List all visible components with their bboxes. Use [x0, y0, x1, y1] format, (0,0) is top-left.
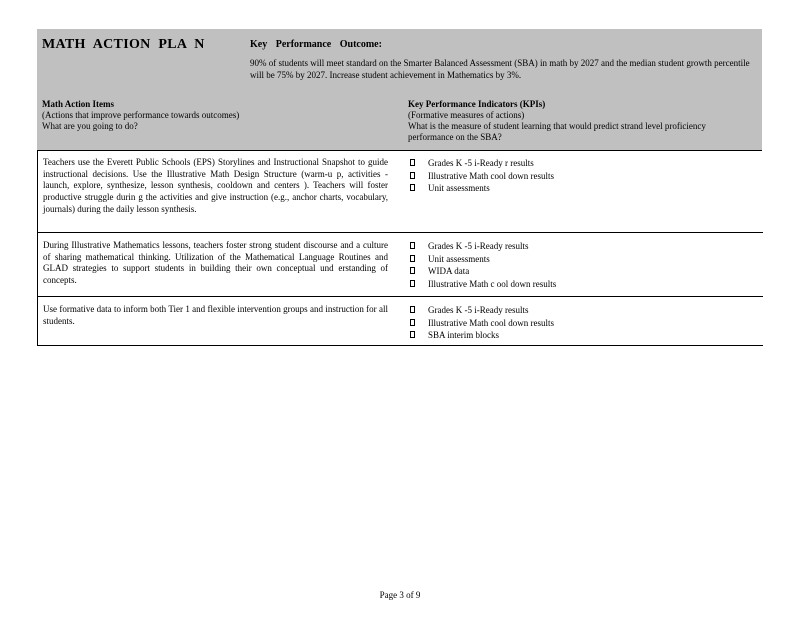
- checkbox-bullet-icon: [410, 184, 415, 191]
- kpi-list-item: [409, 329, 754, 342]
- checkbox-bullet-icon: [410, 306, 415, 313]
- action-item-text: During Illustrative Mathematics lessons, teachers foster strong student discourse and a culture of sharing mathematical thinking. Utilization of the Mathematical Language Routines and GLAD strategies to support students in building their own conceptual und erstanding of concepts.: [43, 240, 388, 286]
- action-items-column-header: [42, 99, 387, 132]
- kpi-question: What is the measure of student learning that would predict strand level proficiency performance on the SBA?: [408, 121, 706, 142]
- checkbox-bullet-icon: [410, 280, 415, 287]
- kpi-text: Illustrative Math c ool down results: [428, 278, 557, 289]
- action-row: [37, 150, 763, 233]
- key-performance-outcome-label: Key Performance Outcome:: [250, 39, 382, 50]
- kpi-list-item: [409, 240, 754, 253]
- kpi-list-item: [409, 265, 754, 278]
- kpi-text: Grades K -5 i-Ready results: [428, 305, 529, 315]
- kpi-text: Unit assessments: [428, 183, 490, 193]
- checkbox-bullet-icon: [410, 331, 415, 338]
- kpi-text: Unit assessments: [428, 253, 490, 264]
- plan-title: MATH ACTION PLA N: [42, 37, 205, 52]
- kpi-text: WIDA data: [428, 266, 470, 276]
- kpi-text: Grades K -5 i-Ready results: [428, 241, 529, 251]
- action-items-subheading: (Actions that improve performance towards outcomes): [42, 110, 240, 120]
- action-row: [37, 297, 763, 346]
- kpi-list-item: [409, 304, 754, 317]
- action-items-question: What are you going to do?: [42, 121, 138, 131]
- kpi-heading: Key Performance Indicators (KPIs): [408, 99, 546, 109]
- outcome-statement: 90% of students will meet standard on the Smarter Balanced Assessment (SBA) in math by 2027 and the median student growth percentile will be 75% by 2027. Increase student achievement in Mathematics by 3%.: [250, 58, 750, 80]
- kpi-list: [409, 157, 754, 195]
- kpi-column-header: [408, 99, 753, 143]
- kpi-list-item: [409, 170, 754, 183]
- kpi-list-item: [409, 157, 754, 170]
- plan-header: [37, 29, 762, 151]
- kpi-list: [409, 240, 754, 290]
- checkbox-bullet-icon: [410, 242, 415, 249]
- kpi-text: Grades K -5 i-Ready r results: [428, 158, 534, 168]
- kpi-subheading: (Formative measures of actions): [408, 110, 525, 120]
- kpi-list: [409, 304, 754, 342]
- action-items-heading: Math Action Items: [42, 99, 114, 109]
- checkbox-bullet-icon: [410, 159, 415, 166]
- checkbox-bullet-icon: [410, 172, 415, 179]
- checkbox-bullet-icon: [410, 319, 415, 326]
- page-number: Page 3 of 9: [379, 590, 421, 600]
- action-row: [37, 233, 763, 297]
- kpi-list-item: [409, 253, 754, 266]
- action-item-text: Use formative data to inform both Tier 1 and flexible intervention groups and instruction for all students.: [43, 304, 388, 326]
- checkbox-bullet-icon: [410, 255, 415, 262]
- kpi-text: Illustrative Math cool down results: [428, 317, 554, 328]
- action-item-text: Teachers use the Everett Public Schools (EPS) Storylines and Instructional Snapshot to guide instructional decisions. Use the Illustrative Math Design Structure (warm-u p, activities - launch, explore, synthesize, lesson synthesis, cooldown and centers ). Teachers will foster productive struggle durin g the activities and give instruction (e.g., anchor charts, vocabulary, journals) during the daily lesson synthesis.: [43, 157, 388, 214]
- kpi-list-item: [409, 182, 754, 195]
- checkbox-bullet-icon: [410, 267, 415, 274]
- kpi-text: Illustrative Math cool down results: [428, 170, 554, 181]
- kpi-text: SBA interim blocks: [428, 330, 500, 340]
- kpi-list-item: [409, 317, 754, 330]
- kpi-list-item: [409, 278, 754, 291]
